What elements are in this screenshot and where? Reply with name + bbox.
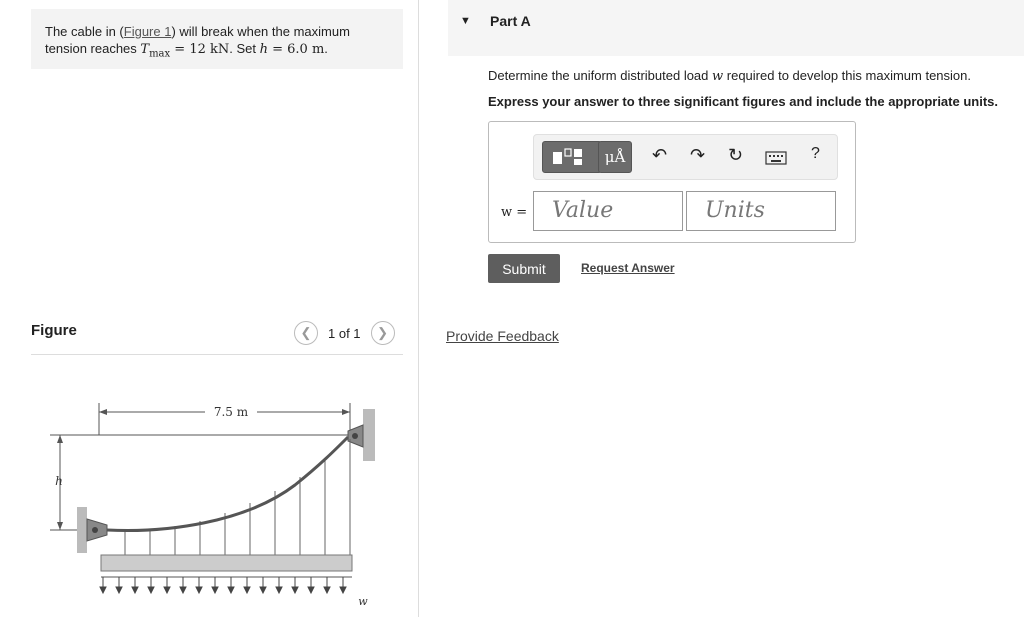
caret-down-icon[interactable]: ▼	[460, 15, 471, 27]
answer-box	[488, 121, 856, 243]
divider	[31, 354, 403, 355]
hangers	[125, 439, 350, 555]
provide-feedback-link[interactable]: Provide Feedback	[446, 328, 559, 344]
math-toolbar	[533, 134, 838, 180]
value-input[interactable]: Value	[533, 191, 683, 231]
right-panel	[419, 0, 1024, 617]
chevron-left-icon[interactable]: ❮	[294, 321, 318, 345]
redo-icon[interactable]: ↷	[690, 145, 706, 165]
help-icon[interactable]: ?	[811, 145, 820, 162]
pager-text: 1 of 1	[328, 325, 361, 341]
variable-label: w =	[501, 205, 528, 220]
problem-statement: The cable in (Figure 1) will break when the maximum tension reaches $T_{max} = 12$ kN. Set h = 6.0 m.	[31, 9, 403, 69]
cable	[107, 437, 348, 530]
keyboard-icon[interactable]	[765, 151, 787, 165]
span-label: 7.5 m	[213, 405, 249, 419]
tmax-expression: $T_{max} = 12$ kN	[140, 42, 230, 60]
deck	[101, 555, 352, 571]
part-header[interactable]	[448, 0, 1024, 56]
problem-text: ) will break when the maximum	[171, 24, 350, 39]
part-title: Part A	[490, 13, 531, 29]
figure-title: Figure	[31, 322, 77, 339]
reset-icon[interactable]: ↻	[728, 145, 744, 165]
question-text: Determine the uniform distributed load w required to develop this maximum tension.	[488, 68, 972, 84]
instruction-text: Express your answer to three significant figures and include the appropriate units.	[488, 94, 998, 109]
load-arrows	[100, 577, 346, 593]
figure-link[interactable]: Figure 1	[123, 24, 172, 39]
undo-icon[interactable]: ↶	[652, 145, 668, 165]
h-label: h	[55, 474, 63, 488]
units-button[interactable]: μÅ	[598, 141, 632, 173]
right-wall	[363, 409, 375, 461]
templates-icon	[543, 142, 601, 172]
units-input[interactable]: Units	[686, 191, 836, 231]
figure-pager	[294, 321, 395, 345]
left-panel	[0, 0, 419, 617]
left-wall	[77, 507, 87, 553]
problem-text: tension reaches	[45, 41, 141, 56]
w-figure-label: w	[358, 595, 368, 608]
request-answer-link[interactable]: Request Answer	[581, 261, 675, 275]
templates-button[interactable]	[542, 141, 602, 173]
h-expression: h = 6.0 m	[259, 42, 325, 57]
problem-text: . Set	[229, 41, 260, 56]
chevron-right-icon[interactable]: ❯	[371, 321, 395, 345]
problem-text: The cable in (	[45, 24, 124, 39]
cable-figure	[45, 395, 390, 610]
submit-button[interactable]: Submit	[488, 254, 560, 283]
